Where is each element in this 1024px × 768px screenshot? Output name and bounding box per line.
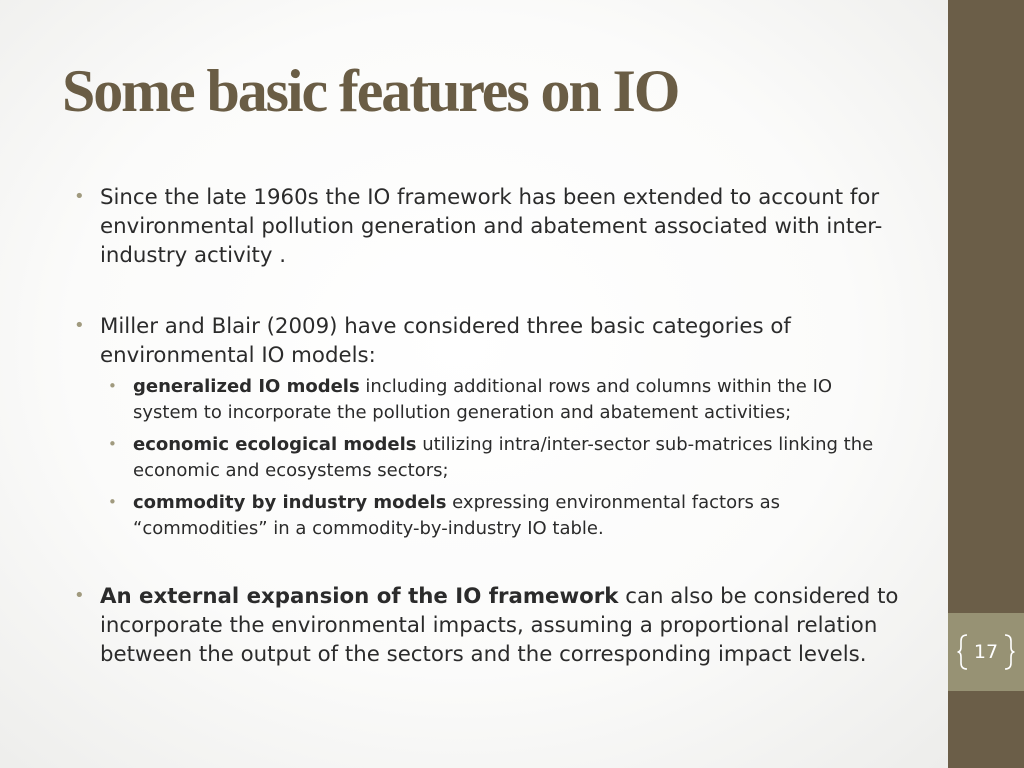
sub-bullet-marker: • (108, 377, 117, 395)
sub-bullet-item (106, 490, 902, 542)
bullet-text: Since the late 1960s the IO framework has been extended to account for environmental pollution generation and abatement associated with inter-industry activity . (100, 185, 883, 268)
bullet-term: An external expansion of the IO framework (100, 584, 619, 609)
bullet-item (72, 582, 902, 669)
slide-body (72, 183, 902, 669)
spacer (72, 542, 902, 582)
sub-bullet-marker: • (108, 493, 117, 511)
sub-bullet-text: utilizing intra/inter-sector sub-matrices linking the economic and ecosystems sectors; (133, 434, 874, 481)
page-number-frame (957, 631, 1015, 673)
bullet-marker: • (74, 585, 85, 606)
sub-bullet-text: including additional rows and columns within the IO system to incorporate the pollution generation and abatement activities; (133, 376, 833, 423)
spacer (72, 270, 902, 312)
sub-bullet-term: economic ecological models (133, 434, 417, 455)
sub-bullet-item (106, 374, 902, 426)
bullet-marker: • (74, 186, 85, 207)
sub-bullet-marker: • (108, 435, 117, 453)
bullet-item (72, 312, 902, 370)
sub-bullet-item (106, 432, 902, 484)
bullet-marker: • (74, 315, 85, 336)
sub-bullet-term: commodity by industry models (133, 492, 447, 513)
sub-bullet-term: generalized IO models (133, 376, 360, 397)
slide-title: Some basic features on IO (62, 58, 679, 124)
bullet-text: can also be considered to incorporate the environmental impacts, assuming a proportional relation between the output of the sectors and the corresponding impact levels. (100, 584, 899, 667)
page-number: 17 (973, 641, 999, 663)
bullet-text: Miller and Blair (2009) have considered three basic categories of environmental IO models: (100, 314, 791, 368)
bullet-item (72, 183, 902, 270)
page-number-box (948, 613, 1024, 691)
sub-bullet-text: expressing environmental factors as “commodities” in a commodity-by-industry IO table. (133, 492, 781, 539)
